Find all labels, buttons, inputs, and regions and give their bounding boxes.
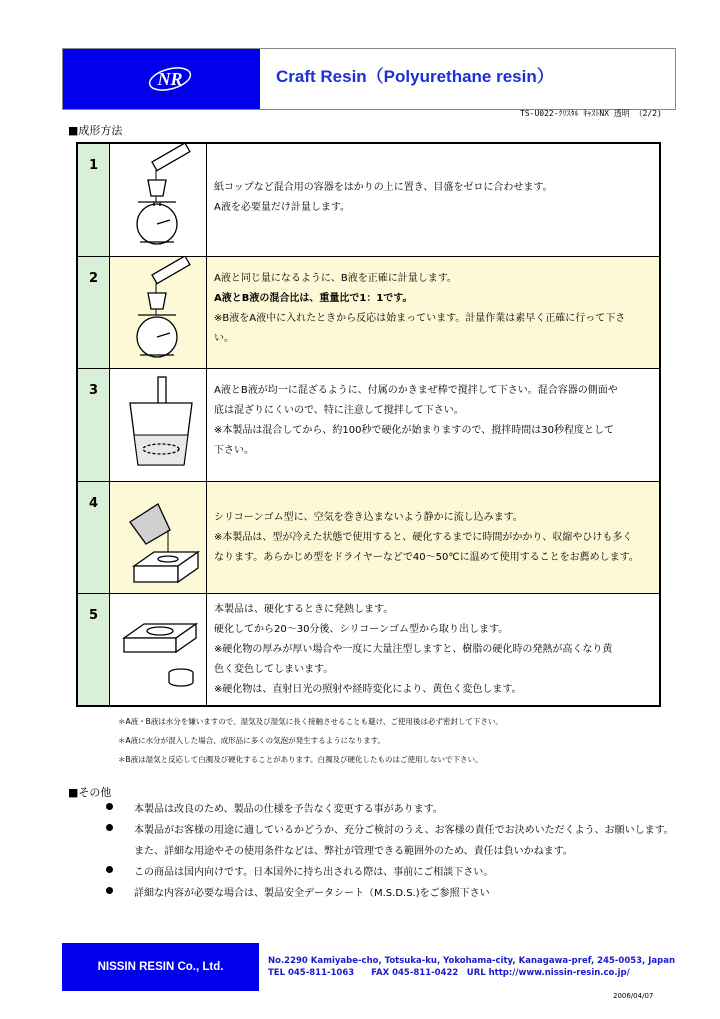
scale-pouring-icon — [110, 144, 206, 256]
pour-into-mold-icon — [110, 482, 206, 594]
bullet-icon — [106, 866, 113, 873]
step-text — [214, 178, 653, 218]
step-number: 2 — [78, 257, 110, 368]
step-number: 3 — [78, 369, 110, 481]
caution-note: ＊A液に水分が混入した場合、成形品に多くの気泡が発生するようになります。 — [118, 736, 386, 745]
caution-notes — [118, 712, 503, 769]
step-line: ※硬化物は、直射日光の照射や経時変化により、黄色く変色します。 — [214, 684, 522, 695]
step-text — [214, 600, 653, 700]
mixing-cup-icon — [110, 369, 206, 481]
step-text — [214, 381, 653, 461]
step-line: 本製品は、硬化するときに発熱します。 — [214, 604, 394, 615]
section-heading-others: ■その他 — [68, 786, 112, 799]
step-row — [78, 257, 659, 369]
step-line: なります。あらかじめ型をドライヤーなどで40～50℃に温めて使用することをお薦めします。 — [214, 552, 639, 563]
steps-table — [76, 142, 661, 707]
step-line: A液を必要量だけ計量します。 — [214, 202, 351, 213]
step-number: 5 — [78, 594, 110, 705]
demold-icon — [110, 594, 206, 705]
issue-date: 2006/04/07 — [613, 992, 654, 1000]
step-line: ※硬化物の厚みが厚い場合や一度に大量注型しますと、樹脂の硬化時の発熱が高くなり黄 — [214, 644, 613, 655]
caution-note: ＊B液は湿気と反応して白濁及び硬化することがあります。白濁及び硬化したものはご使用しないで下さい。 — [118, 755, 483, 764]
section-heading-molding: ■成形方法 — [68, 124, 123, 137]
step-row — [78, 594, 659, 705]
company-address: No.2290 Kamiyabe-cho, Totsuka-ku, Yokohama-city, Kanagawa-pref, 245-0053, Japan — [268, 956, 676, 966]
step-number: 4 — [78, 482, 110, 593]
step-illustration — [110, 482, 207, 593]
company-name: NISSIN RESIN Co., Ltd. — [62, 943, 259, 991]
step-line: ※B液をA液中に入れたときから反応は始まっています。計量作業は素早く正確に行って下さ — [214, 313, 626, 324]
step-line: ※本製品は、型が冷えた状態で使用すると、硬化するまでに時間がかかり、収縮やひけも多く — [214, 532, 633, 543]
step-line: 底は混ざりにくいので、特に注意して撹拌して下さい。 — [214, 405, 464, 416]
scale-pouring-icon — [110, 257, 206, 369]
step-illustration — [110, 594, 207, 705]
step-line: 硬化してから20～30分後、シリコーンゴム型から取り出します。 — [214, 624, 509, 635]
bullet-icon — [106, 803, 113, 810]
company-contact — [268, 955, 675, 979]
document-reference: TS-U022-ｸﾘｽﾀﾙ ｷｬｽﾄNX 透明 （2/2) — [520, 109, 662, 118]
page-title: Craft Resin（Polyurethane resin） — [276, 67, 554, 86]
step-illustration — [110, 144, 207, 256]
step-row — [78, 482, 659, 594]
step-line: 色く変色してしまいます。 — [214, 664, 334, 675]
step-line-emphasis: A液とB液の混合比は、重量比で1：1です。 — [214, 293, 413, 304]
step-text — [214, 508, 653, 568]
document-footer — [62, 943, 674, 991]
bullet-icon — [106, 887, 113, 894]
company-phone-url: TEL 045-811-1063 FAX 045-811-0422 URL http://www.nissin-resin.co.jp/ — [268, 968, 630, 978]
step-line: い。 — [214, 333, 234, 344]
document-header — [62, 48, 676, 110]
caution-note: ＊A液・B液は水分を嫌いますので、湿気及び湿気に長く接触させることも避け、ご使用後は必ず密封して下さい。 — [118, 717, 503, 726]
brand-logo — [63, 49, 260, 109]
step-line: 下さい。 — [214, 445, 254, 456]
step-text — [214, 269, 653, 349]
step-row — [78, 369, 659, 482]
step-illustration — [110, 257, 207, 368]
step-line: A液とB液が均一に混ざるように、付属のかきまぜ棒で撹拌して下さい。混合容器の側面や — [214, 385, 618, 396]
step-line: シリコーンゴム型に、空気を巻き込まないよう静かに流し込みます。 — [214, 512, 523, 523]
step-illustration — [110, 369, 207, 481]
step-row — [78, 144, 659, 257]
step-line: 紙コップなど混合用の容器をはかりの上に置き、目盛をゼロに合わせます。 — [214, 182, 553, 193]
step-line: ※本製品は混合してから、約100秒で硬化が始まりますので、撹拌時間は30秒程度として — [214, 425, 614, 436]
nr-logo-icon — [147, 61, 193, 97]
bullet-icon — [106, 824, 113, 831]
step-line: A液と同じ量になるように、B液を正確に計量します。 — [214, 273, 457, 284]
svg-text:NR: NR — [157, 69, 183, 89]
step-number: 1 — [78, 144, 110, 256]
